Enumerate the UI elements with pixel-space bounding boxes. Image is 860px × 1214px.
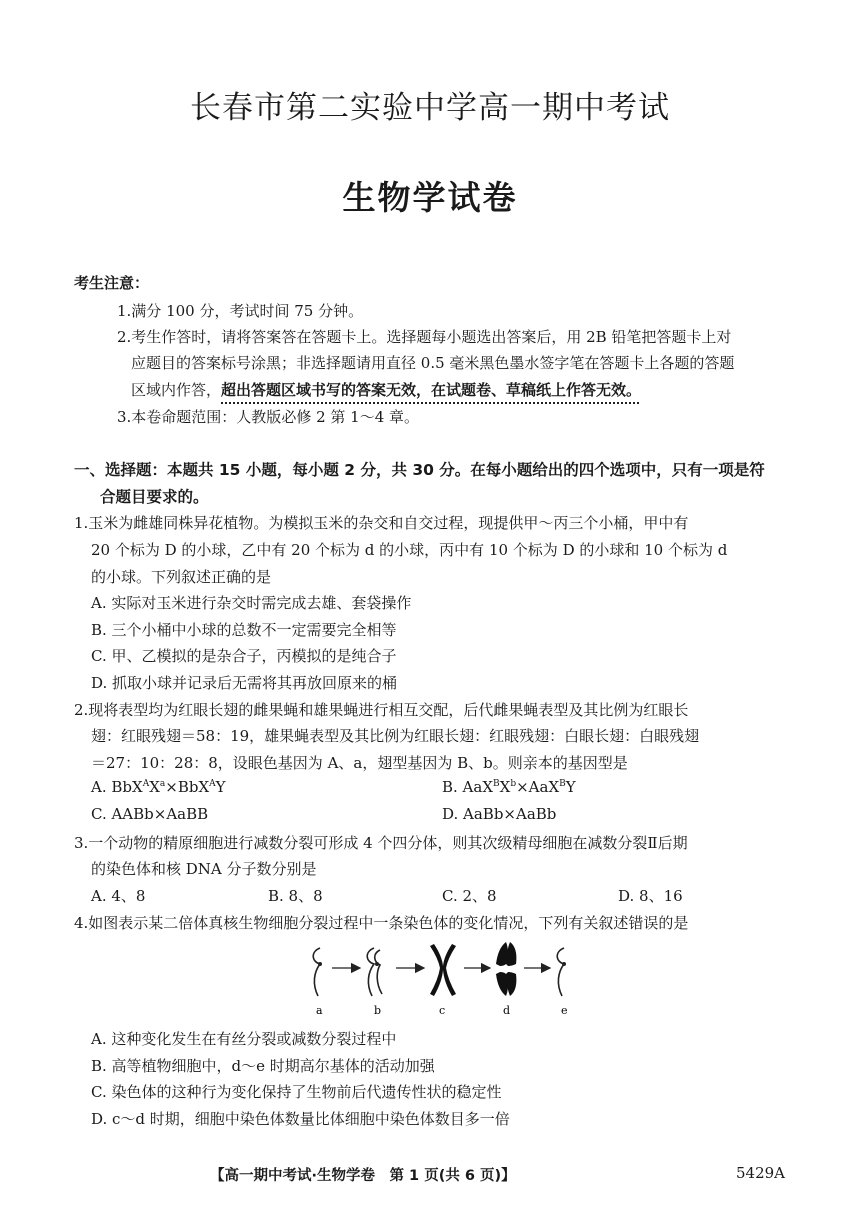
- figure-label-c: c: [439, 1004, 446, 1017]
- q2-option-c: C. AABb×AaBB: [91, 805, 209, 823]
- q3-stem-line1: 3.一个动物的精原细胞进行减数分裂可形成 4 个四分体，则其次级精母细胞在减数分裂Ⅱ后期: [74, 834, 688, 852]
- page-footer: 【高一期中考试·生物学卷 第 1 页(共 6 页)】: [210, 1168, 516, 1184]
- q4-stem-line1: 4.如图表示某二倍体真核生物细胞分裂过程中一条染色体的变化情况，下列有关叙述错误的是: [74, 914, 689, 932]
- q1-option-c: C. 甲、乙模拟的是杂合子，丙模拟的是纯合子: [91, 647, 397, 665]
- q3-option-a: A. 4、8: [91, 887, 146, 905]
- notice-item-2-line3: [131, 379, 641, 400]
- q4-option-d: D. c～d 时期，细胞中染色体数量比体细胞中染色体数目多一倍: [91, 1110, 510, 1128]
- section-1-heading-line2: 合题目要求的。: [100, 488, 209, 506]
- q3-option-d: D. 8、16: [618, 887, 683, 905]
- stage-c-chromosome: [430, 944, 456, 996]
- q1-option-b: B. 三个小桶中小球的总数不一定需要完全相等: [91, 621, 397, 639]
- notice-item-1: 1.满分 100 分，考试时间 75 分钟。: [117, 302, 364, 320]
- notice-heading: 考生注意：: [74, 274, 150, 292]
- figure-label-d: d: [503, 1004, 511, 1017]
- q2-option-a: A. $BbX^AX^a\times BbX^AY$: [91, 778, 226, 796]
- q4-option-b: B. 高等植物细胞中，d～e 时期高尔基体的活动加强: [91, 1057, 435, 1075]
- q2-stem-line2: 翅：红眼残翅＝58：19，雄果蝇表型及其比例为红眼长翅：红眼残翅：白眼长翅：白眼残翅: [91, 727, 700, 745]
- figure-label-a: a: [316, 1004, 323, 1017]
- q1-option-a: A. 实际对玉米进行杂交时需完成去雄、套袋操作: [91, 594, 412, 612]
- q2-stem-line1: 2.现将表型均为红眼长翅的雌果蝇和雄果蝇进行相互交配，后代雌果蝇表型及其比例为红眼长: [74, 701, 689, 719]
- exam-title: 长春市第二实验中学高一期中考试: [190, 90, 670, 126]
- chromosome-figure: [300, 938, 590, 1018]
- q2-option-b: B. $AaX^BX^b\times AaX^BY$: [442, 778, 576, 796]
- paper-title: 生物学试卷: [342, 178, 518, 217]
- notice-item-2-plain: 区域内作答，: [131, 381, 222, 399]
- q1-stem-line3: 的小球。下列叙述正确的是: [91, 568, 272, 586]
- figure-label-b: b: [374, 1004, 382, 1017]
- notice-item-3: 3.本卷命题范围：人教版必修 2 第 1～4 章。: [117, 408, 420, 426]
- figure-label-e: e: [561, 1004, 568, 1017]
- stage-a-chromosome: [313, 948, 322, 996]
- stage-e-chromosome: [557, 948, 566, 996]
- q2-stem-line3: ＝27：10：28：8，设眼色基因为 A、a，翅型基因为 B、b。则亲本的基因型是: [91, 754, 628, 772]
- stage-d-chromosome: [496, 942, 516, 996]
- q4-option-c: C. 染色体的这种行为变化保持了生物前后代遗传性状的稳定性: [91, 1083, 502, 1101]
- q3-option-c: C. 2、8: [442, 887, 497, 905]
- notice-item-2-line1: 2.考生作答时，请将答案答在答题卡上。选择题每小题选出答案后，用 2B 铅笔把答题卡上对: [117, 328, 732, 346]
- paper-code: 5429A: [736, 1164, 786, 1182]
- q3-option-b: B. 8、8: [268, 887, 323, 905]
- notice-item-2-line2: 应题目的答案标号涂黑；非选择题请用直径 0.5 毫米黑色墨水签字笔在答题卡上各题的答题: [131, 354, 735, 372]
- section-1-heading-line1: 一、选择题：本题共 15 小题，每小题 2 分，共 30 分。在每小题给出的四个选项中，只有一项是符: [74, 461, 765, 479]
- q1-stem-line2: 20 个标为 D 的小球，乙中有 20 个标为 d 的小球，丙中有 10 个标为 D 的小球和 10 个标为 d: [91, 541, 728, 559]
- q4-option-a: A. 这种变化发生在有丝分裂或减数分裂过程中: [91, 1030, 397, 1048]
- stage-b-chromosome: [367, 948, 382, 996]
- q2-option-d: D. AaBb×AaBb: [442, 805, 557, 823]
- notice-item-2-emphasis: 超出答题区域书写的答案无效，在试题卷、草稿纸上作答无效。: [221, 381, 642, 399]
- q1-stem-line1: 1.玉米为雌雄同株异花植物。为模拟玉米的杂交和自交过程，现提供甲～丙三个小桶，甲中有: [74, 514, 689, 532]
- q1-option-d: D. 抓取小球并记录后无需将其再放回原来的桶: [91, 674, 398, 692]
- q3-stem-line2: 的染色体和核 DNA 分子数分别是: [91, 860, 317, 878]
